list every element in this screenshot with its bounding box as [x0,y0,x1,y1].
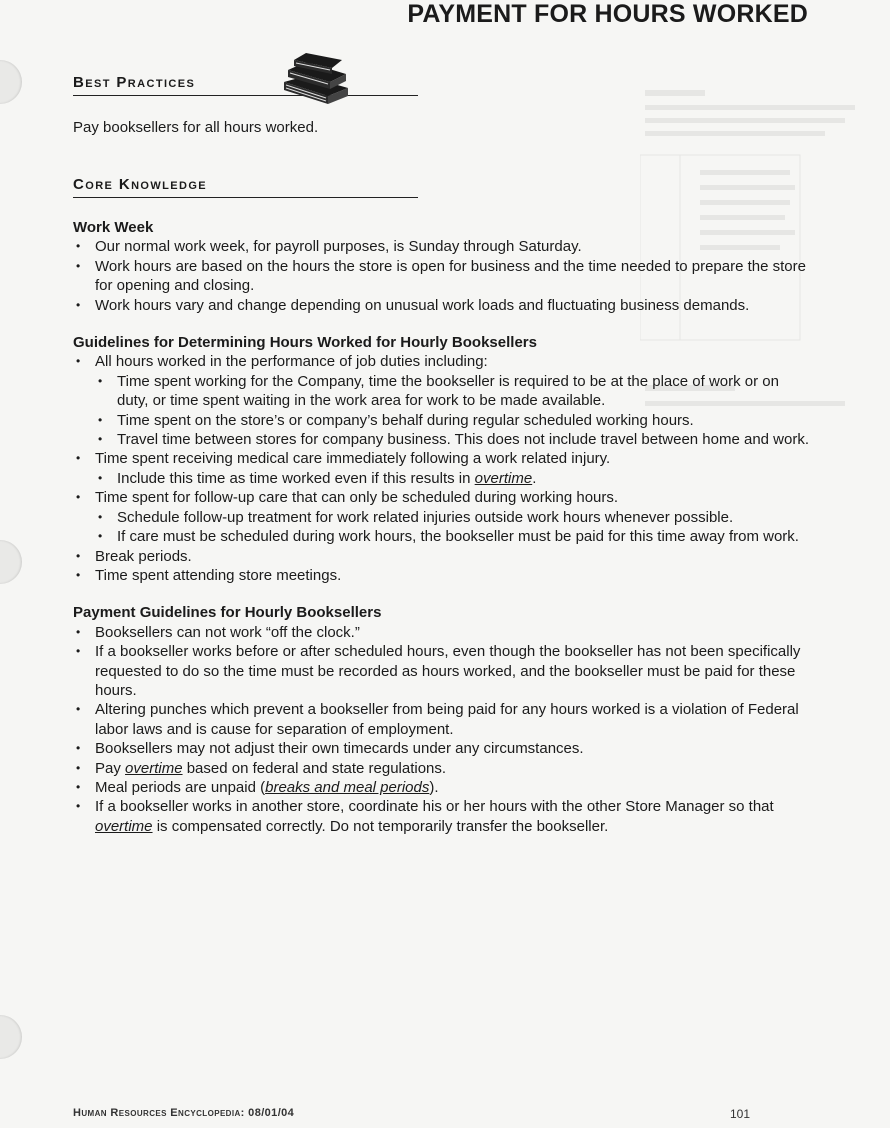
breaks-and-meal-periods-link[interactable]: breaks and meal periods [265,778,430,796]
sublist [73,508,813,547]
list-item-text: Pay [95,759,126,777]
footer-document-title: Human Resources Encyclopedia: 08/01/04 [73,1107,295,1119]
list-item-text: Time spent receiving medical care immediately following a work related injury. [95,450,611,468]
guidelines-list [73,352,813,585]
list-item [73,797,813,836]
list-item-text: based on federal and state regulations. [182,759,447,777]
list-item-text: If a bookseller works in another store, coordinate his or her hours with the other Store Manager so that [95,798,774,816]
core-knowledge-heading: Core Knowledge [73,176,418,198]
sublist-item: • Schedule follow-up treatment for work related injuries outside work hours whenever possible. [95,508,813,527]
list-item-text: Meal periods are unpaid ( [95,778,266,796]
overtime-link[interactable]: overtime [474,469,533,487]
list-item: • Booksellers may not adjust their own timecards under any circumstances. [73,739,813,758]
best-practices-heading: Best Practices [73,74,418,96]
binder-hole [0,60,22,104]
list-item: • Work hours are based on the hours the store is open for business and the time needed to prepare the store for opening and closing. [73,257,813,296]
sublist [73,372,813,450]
work-week-list [73,237,813,315]
sublist-item-text: Include this time as time worked even if this results in [117,469,475,487]
list-item [73,759,813,778]
best-practices-text: Pay booksellers for all hours worked. [73,119,319,136]
list-item [73,778,813,797]
list-item [73,352,813,449]
list-item: • Work hours vary and change depending on unusual work loads and fluctuating business demands. [73,296,813,315]
list-item [73,488,813,546]
list-item: • Altering punches which prevent a bookseller from being paid for any hours worked is a violation of Federal labor laws and is cause for separation of employment. [73,700,813,739]
list-item: • Booksellers can not work “off the clock.” [73,623,813,642]
guidelines-heading: Guidelines for Determining Hours Worked for Hourly Booksellers [73,334,537,352]
overtime-link[interactable]: overtime [95,817,153,835]
footer-page-number: 101 [730,1107,751,1121]
list-item-text: Time spent for follow-up care that can only be scheduled during working hours. [95,489,619,507]
punctuation: . [532,469,537,487]
list-item [73,449,813,488]
sublist-item: • If care must be scheduled during work hours, the bookseller must be paid for this time away from work. [95,527,813,546]
list-item: • Our normal work week, for payroll purposes, is Sunday through Saturday. [73,237,813,256]
sublist-item [95,469,813,488]
work-week-heading: Work Week [73,219,154,236]
payment-heading: Payment Guidelines for Hourly Booksellers [73,604,382,622]
core-knowledge-body [73,218,813,836]
sublist-item: • Time spent on the store’s or company’s behalf during regular scheduled working hours. [95,411,813,430]
list-item: • If a bookseller works before or after scheduled hours, even though the bookseller has not been specifically requested to do so the time must be recorded as hours worked, and the bookseller must be paid for these hours. [73,642,813,700]
list-item-text: ). [429,778,439,796]
list-item-text: All hours worked in the performance of job duties including: [95,353,488,371]
binder-hole [0,540,22,584]
payment-list [73,623,813,836]
binder-hole [0,1015,22,1059]
sublist-item: • Travel time between stores for company business. This does not include travel between home and work. [95,430,813,449]
sublist [73,469,813,488]
stacked-books-icon [280,52,352,110]
sublist-item: • Time spent working for the Company, time the bookseller is required to be at the place of work or on duty, or time spent waiting in the work area for work to be made available. [95,372,813,411]
list-item: • Break periods. [73,547,813,566]
overtime-link[interactable]: overtime [125,759,183,777]
list-item-text: is compensated correctly. Do not temporarily transfer the bookseller. [152,817,609,835]
page-title: PAYMENT FOR HOURS WORKED [407,0,808,28]
list-item: • Time spent attending store meetings. [73,566,813,585]
